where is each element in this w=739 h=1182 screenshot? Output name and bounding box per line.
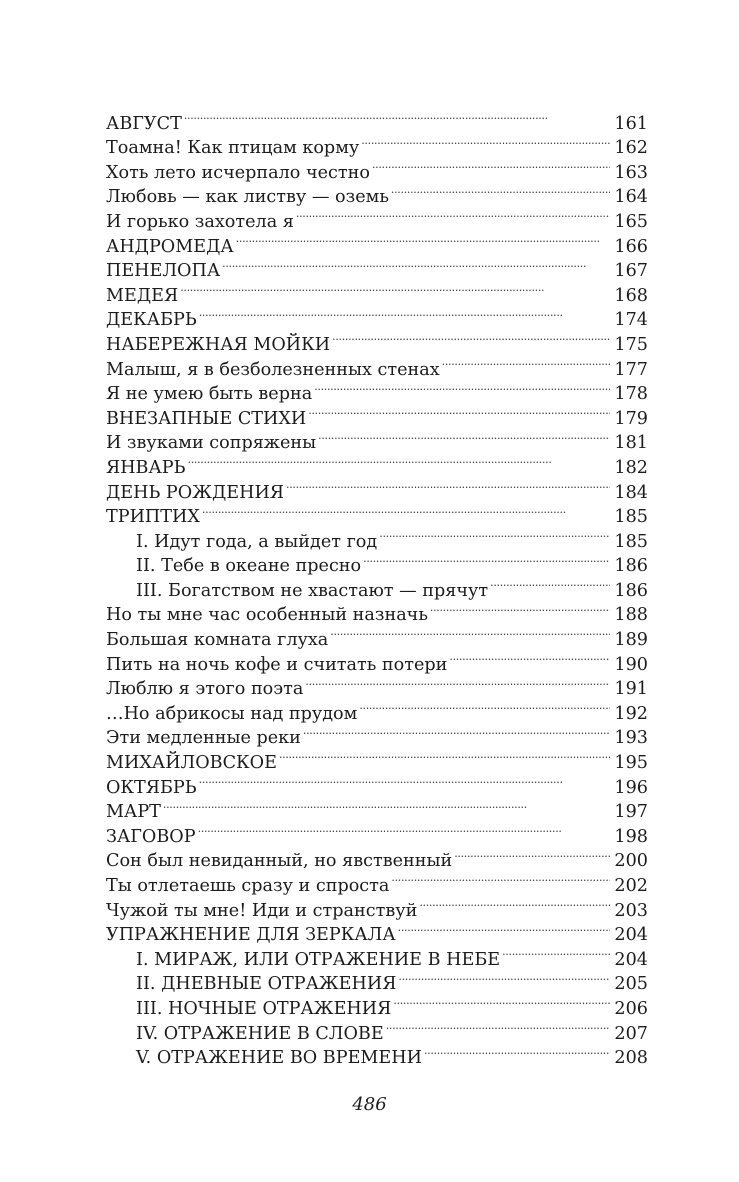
dot-leader xyxy=(372,153,610,178)
toc-entry-page: 188 xyxy=(614,605,648,626)
toc-entry-page: 161 xyxy=(614,113,648,134)
toc-entry-page: 192 xyxy=(614,703,648,724)
toc-entry-page: 196 xyxy=(614,777,648,798)
toc-entry-title: ЗАГОВОР xyxy=(106,826,196,847)
toc-entry-page: 195 xyxy=(614,753,648,774)
dot-leader xyxy=(386,1014,611,1039)
dot-leader xyxy=(305,670,610,695)
toc-entry-page: 204 xyxy=(614,949,648,970)
dot-leader xyxy=(424,1039,610,1064)
toc-entry-page: 206 xyxy=(614,998,648,1019)
toc-entry xyxy=(106,104,648,134)
toc-entry xyxy=(106,448,648,478)
toc-entry-page: 208 xyxy=(614,1048,648,1069)
table-of-contents xyxy=(106,104,648,1069)
toc-entry-page: 179 xyxy=(614,408,648,429)
page-number: 486 xyxy=(352,1094,387,1115)
toc-entry-title: ОКТЯБРЬ xyxy=(106,777,197,798)
toc-entry-page: 178 xyxy=(614,384,648,405)
dot-leader xyxy=(379,522,610,547)
dot-leader xyxy=(359,694,610,719)
toc-entry-page: 197 xyxy=(614,802,648,823)
dot-leader xyxy=(184,104,611,129)
toc-entry-page: 164 xyxy=(614,187,648,208)
toc-entry-title: Любовь — как листву — оземь xyxy=(106,187,389,208)
toc-entry xyxy=(106,301,648,331)
dot-leader xyxy=(419,891,610,916)
toc-entry-page: 174 xyxy=(614,310,648,331)
toc-entry-title: Ты отлетаешь сразу и спроста xyxy=(106,876,390,896)
toc-entry-title: Эти медленные реки xyxy=(106,728,301,749)
toc-entry xyxy=(106,817,648,847)
dot-leader xyxy=(202,498,611,523)
dot-leader xyxy=(490,571,610,596)
toc-entry-page: 175 xyxy=(614,334,648,355)
toc-entry-page: 207 xyxy=(614,1023,648,1044)
toc-entry-title: V. ОТРАЖЕНИЕ ВО ВРЕМЕНИ xyxy=(136,1048,422,1069)
toc-entry-title: …Но абрикосы над прудом xyxy=(106,703,358,724)
dot-leader xyxy=(199,301,611,326)
toc-entry-title: ДЕКАБРЬ xyxy=(106,310,197,331)
toc-entry-page: 185 xyxy=(614,507,648,528)
toc-entry-page: 181 xyxy=(614,433,648,454)
toc-entry-title: ЯНВАРЬ xyxy=(106,457,186,478)
toc-entry-page: 162 xyxy=(614,138,648,159)
toc-entry-page: 203 xyxy=(614,900,648,921)
toc-entry-title: Но ты мне час особенный назначь xyxy=(106,605,428,626)
toc-entry-title: МИХАЙЛОВСКОЕ xyxy=(106,753,277,774)
toc-entry-page: 166 xyxy=(614,236,648,257)
toc-entry-title: И звуками сопряжены xyxy=(106,433,317,454)
dot-leader xyxy=(332,325,610,350)
toc-entry-title: I. МИРАЖ, ИЛИ ОТРАЖЕНИЕ В НЕБЕ xyxy=(136,949,501,970)
toc-entry-title: АВГУСТ xyxy=(106,113,182,134)
toc-entry-title: I. Идут года, а выйдет год xyxy=(136,531,378,552)
toc-entry-title: УПРАЖНЕНИЕ ДЛЯ ЗЕРКАЛА xyxy=(106,925,396,946)
toc-entry-title: Тоамна! Как птицам корму xyxy=(106,138,360,159)
toc-entry-page: 189 xyxy=(614,630,648,651)
toc-entry-page: 186 xyxy=(614,556,648,577)
dot-leader xyxy=(449,645,610,670)
toc-entry-page: 193 xyxy=(614,728,648,749)
dot-leader xyxy=(398,916,611,941)
toc-entry-title: И горько захотела я xyxy=(106,211,294,232)
toc-entry-title: Хоть лето исчерпало честно xyxy=(106,162,370,183)
dot-leader xyxy=(286,473,610,498)
toc-entry-title: Чужой ты мне! Иди и странствуй xyxy=(106,900,418,921)
toc-entry-title: III. НОЧНЫЕ ОТРАЖЕНИЯ xyxy=(136,998,392,1019)
toc-entry-title: НАБЕРЕЖНАЯ МОЙКИ xyxy=(106,334,331,355)
dot-leader xyxy=(330,620,610,645)
toc-entry xyxy=(106,276,648,306)
dot-leader xyxy=(391,178,610,203)
toc-entry-page: 182 xyxy=(614,457,648,478)
toc-entry-title: ДЕНЬ РОЖДЕНИЯ xyxy=(106,482,285,503)
dot-leader xyxy=(198,817,611,842)
toc-entry-title: ПЕНЕЛОПА xyxy=(106,261,221,282)
dot-leader xyxy=(314,375,610,400)
dot-leader xyxy=(393,989,610,1014)
dot-leader xyxy=(430,596,611,621)
toc-entry-title: Сон был невиданный, но явственный xyxy=(106,851,453,872)
toc-entry-title: Я не умею быть верна xyxy=(106,384,313,405)
toc-entry-page: 186 xyxy=(614,580,648,601)
toc-entry-page: 202 xyxy=(614,876,648,896)
toc-entry-title: Люблю я этого поэта xyxy=(106,679,304,700)
toc-entry-page: 168 xyxy=(614,285,648,306)
toc-entry-title: МЕДЕЯ xyxy=(106,285,179,306)
dot-leader xyxy=(188,448,611,473)
dot-leader xyxy=(454,842,610,867)
toc-entry-title: III. Богатством не хвастают — прячут xyxy=(136,580,489,601)
toc-entry xyxy=(106,129,648,159)
dot-leader xyxy=(199,768,611,793)
toc-entry-title: II. ДНЕВНЫЕ ОТРАЖЕНИЯ xyxy=(136,974,397,995)
toc-entry-page: 185 xyxy=(614,531,648,552)
toc-entry-page: 177 xyxy=(614,359,648,380)
dot-leader xyxy=(180,276,610,301)
toc-entry-page: 163 xyxy=(614,162,648,183)
toc-entry-title: II. Тебе в океане пресно xyxy=(136,556,362,577)
toc-entry-title: АНДРОМЕДА xyxy=(106,236,234,257)
dot-leader xyxy=(361,129,610,154)
toc-entry-page: 167 xyxy=(614,261,648,282)
toc-entry-title: ТРИПТИХ xyxy=(106,507,200,528)
toc-entry xyxy=(106,793,648,823)
dot-leader xyxy=(398,965,610,990)
dot-leader xyxy=(502,940,610,965)
toc-entry-title: Малыш, я в безболезненных стенах xyxy=(106,359,440,380)
dot-leader xyxy=(391,866,610,891)
dot-leader xyxy=(163,793,610,818)
dot-leader xyxy=(308,399,610,424)
dot-leader xyxy=(303,719,611,744)
toc-entry-page: 184 xyxy=(614,482,648,503)
toc-entry-page: 204 xyxy=(614,925,648,946)
toc-entry-page: 200 xyxy=(614,851,648,872)
toc-entry-page: 198 xyxy=(614,826,648,847)
dot-leader xyxy=(296,202,611,227)
toc-entry-title: ВНЕЗАПНЫЕ СТИХИ xyxy=(106,408,307,429)
toc-entry-title: Пить на ночь кофе и считать потери xyxy=(106,654,448,675)
toc-entry-title: IV. ОТРАЖЕНИЕ В СЛОВЕ xyxy=(136,1023,384,1044)
toc-entry-page: 205 xyxy=(614,974,648,995)
dot-leader xyxy=(318,424,610,449)
dot-leader xyxy=(442,350,611,375)
dot-leader xyxy=(236,227,611,252)
dot-leader xyxy=(363,547,610,572)
toc-entry-page: 191 xyxy=(614,679,648,700)
dot-leader xyxy=(279,743,610,768)
dot-leader xyxy=(222,252,610,277)
toc-entry-page: 165 xyxy=(614,211,648,232)
toc-entry-title: Большая комната глуха xyxy=(106,630,329,651)
toc-entry-page: 190 xyxy=(614,654,648,675)
toc-entry-title: МАРТ xyxy=(106,802,161,823)
